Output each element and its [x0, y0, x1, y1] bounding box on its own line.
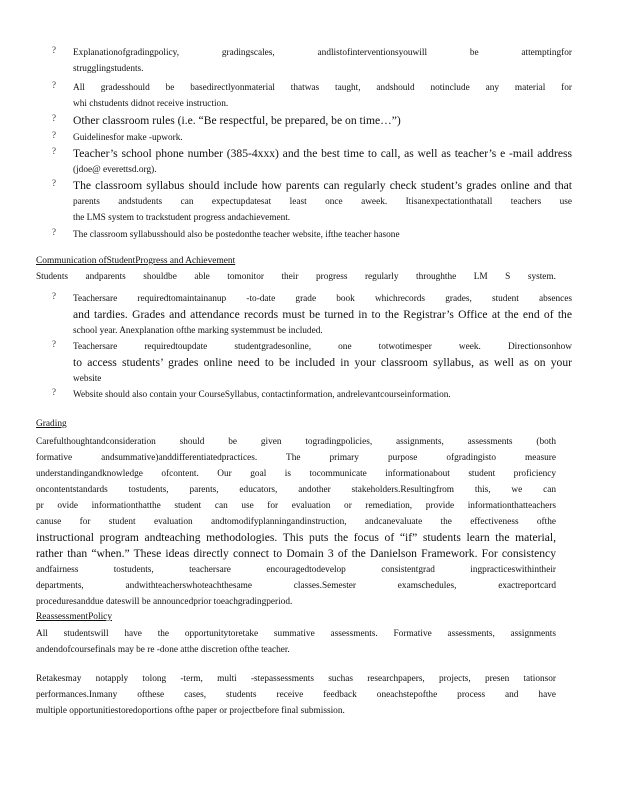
communication-heading: Communication ofStudentProgress and Achievement	[36, 256, 236, 266]
bullet-text	[73, 80, 572, 112]
text-line: parents andstudents can expectupdatesat least once aweek. Itisanexpectationthatall teachers use	[73, 197, 572, 207]
text-line: and tardies. Grades and attendance records must be turned in to the Registrar’s Office at the end of the	[73, 308, 572, 321]
text-line: instructional program andteaching methodologies. This puts the focus of “if” students learn the material,	[36, 531, 556, 544]
bullet-text	[73, 339, 572, 387]
bullet-marker: ?	[52, 178, 56, 188]
text-line: understandingandknowledge ofcontent. Our goal is tocommunicate informationabout student proficiency	[36, 469, 556, 479]
text-line: The classroom syllabusshould also be postedonthe teacher website, ifthe teacher hasone	[73, 230, 400, 240]
text-line: to access students’ grades online need to be included in your classroom syllabus, as well as on your	[73, 356, 572, 369]
communication-intro: Students andparents shouldbe able tomonitor their progress regularly throughthe LM S system.	[36, 272, 556, 282]
bullet-marker: ?	[52, 291, 56, 301]
bullet-item	[52, 130, 572, 146]
bullet-marker: ?	[52, 80, 56, 90]
reassessment-heading: ReassessmentPolicy	[36, 612, 113, 622]
text-line: Guidelinesfor make -upwork.	[73, 133, 183, 143]
text-line: All studentswill have the opportunitytoretake summative assessments. Formative assessments, assignments	[36, 629, 556, 639]
bullet-text	[73, 113, 572, 129]
bullet-item	[52, 387, 572, 403]
bullet-item	[52, 291, 572, 339]
bullet-text	[73, 45, 572, 77]
text-line: Teachersare requiredtoupdate studentgradesonline, one totwotimesper week. Directionsonhow	[73, 342, 572, 352]
bullet-marker: ?	[52, 45, 56, 55]
reassessment-paragraph-2	[36, 671, 556, 719]
text-line: proceduresanddue dateswill be announcedprior toeachgradingperiod.	[36, 597, 293, 607]
text-line: rather than “when.” These ideas directly connect to Domain 3 of the Danielson Framework. For consistency	[36, 547, 556, 560]
text-line: Carefulthoughtandconsideration should be given togradingpolicies, assignments, assessments (both	[36, 437, 556, 447]
text-line: andendofcoursefinals may be re -done atthe discretion ofthe teacher.	[36, 645, 290, 655]
text-line: formative andsummative)anddifferentiatedpractices. The primary purpose ofgradingisto measure	[36, 453, 556, 463]
text-line: (jdoe@ everettsd.org).	[73, 165, 157, 175]
text-line: Teachersare requiredtomaintainanup -to-date grade book whichrecords grades, student absences	[73, 294, 572, 304]
bullet-text	[73, 130, 572, 146]
bullet-text	[73, 291, 572, 339]
text-line: whi chstudents didnot receive instruction.	[73, 99, 229, 109]
bullet-item	[52, 178, 572, 226]
bullet-marker: ?	[52, 146, 56, 156]
text-line: All gradesshould be basedirectlyonmaterial thatwas taught, andshould notinclude any material for	[73, 83, 572, 93]
bullet-marker: ?	[52, 227, 56, 237]
text-line: performances.Inmany ofthese cases, students receive feedback oneachstepofthe process and have	[36, 690, 556, 700]
bullet-text	[73, 387, 572, 403]
bullet-item	[52, 45, 572, 77]
bullet-marker: ?	[52, 130, 56, 140]
bullet-item	[52, 113, 572, 129]
text-line: Retakesmay notapply tolong -term, multi -stepassessments suchas researchpapers, projects, presen tationsor	[36, 674, 556, 684]
bullet-marker: ?	[52, 387, 56, 397]
bullet-text	[73, 227, 572, 243]
bullet-item	[52, 339, 572, 387]
text-line: Other classroom rules (i.e. “Be respectful, be prepared, be on time…”)	[73, 114, 401, 127]
text-line: departments, andwithteacherswhoteachthesame classes.Semester examschedules, exactreportcard	[36, 581, 556, 591]
text-line: Teacher’s school phone number (385-4xxx) and the best time to call, as well as teacher’s e -mail address	[73, 147, 572, 160]
bullet-item	[52, 227, 572, 243]
text-line: Website should also contain your CourseSyllabus, contactinformation, andrelevantcourseinformation.	[73, 390, 451, 400]
text-line: Explanationofgradingpolicy, gradingscales, andlistofinterventionsyouwill be attemptingfor	[73, 48, 572, 58]
grading-paragraph	[36, 434, 556, 610]
text-line: school year. Anexplanation ofthe marking systemmust be included.	[73, 326, 323, 336]
bullet-item	[52, 80, 572, 112]
reassessment-paragraph-1	[36, 626, 556, 658]
text-line: multiple opportunitiestoredoportions ofthe paper or projectbefore final submission.	[36, 706, 345, 716]
bullet-marker: ?	[52, 113, 56, 123]
text-line: strugglingstudents.	[73, 64, 144, 74]
text-line: pr ovide informationthatthe student can use for evaluation or remediation, provide informationthatteachers	[36, 501, 556, 511]
text-line: The classroom syllabus should include how parents can regularly check student’s grades online and that	[73, 179, 572, 192]
bullet-marker: ?	[52, 339, 56, 349]
text-line: website	[73, 374, 102, 384]
bullet-text	[73, 178, 572, 226]
text-line: the LMS system to trackstudent progress andachievement.	[73, 213, 291, 223]
bullet-item	[52, 146, 572, 178]
text-line: canuse for student evaluation andtomodifyplanningandinstruction, andcanevaluate the effectiveness ofthe	[36, 517, 556, 527]
grading-heading: Grading	[36, 419, 67, 429]
bullet-text	[73, 146, 572, 178]
text-line: oncontentstandards tostudents, parents, educators, andother stakeholders.Resultingfrom this, we can	[36, 485, 556, 495]
text-line: andfairness tostudents, teachersare encouragedtodevelop consistentgrad ingpracticeswithintheir	[36, 565, 556, 575]
